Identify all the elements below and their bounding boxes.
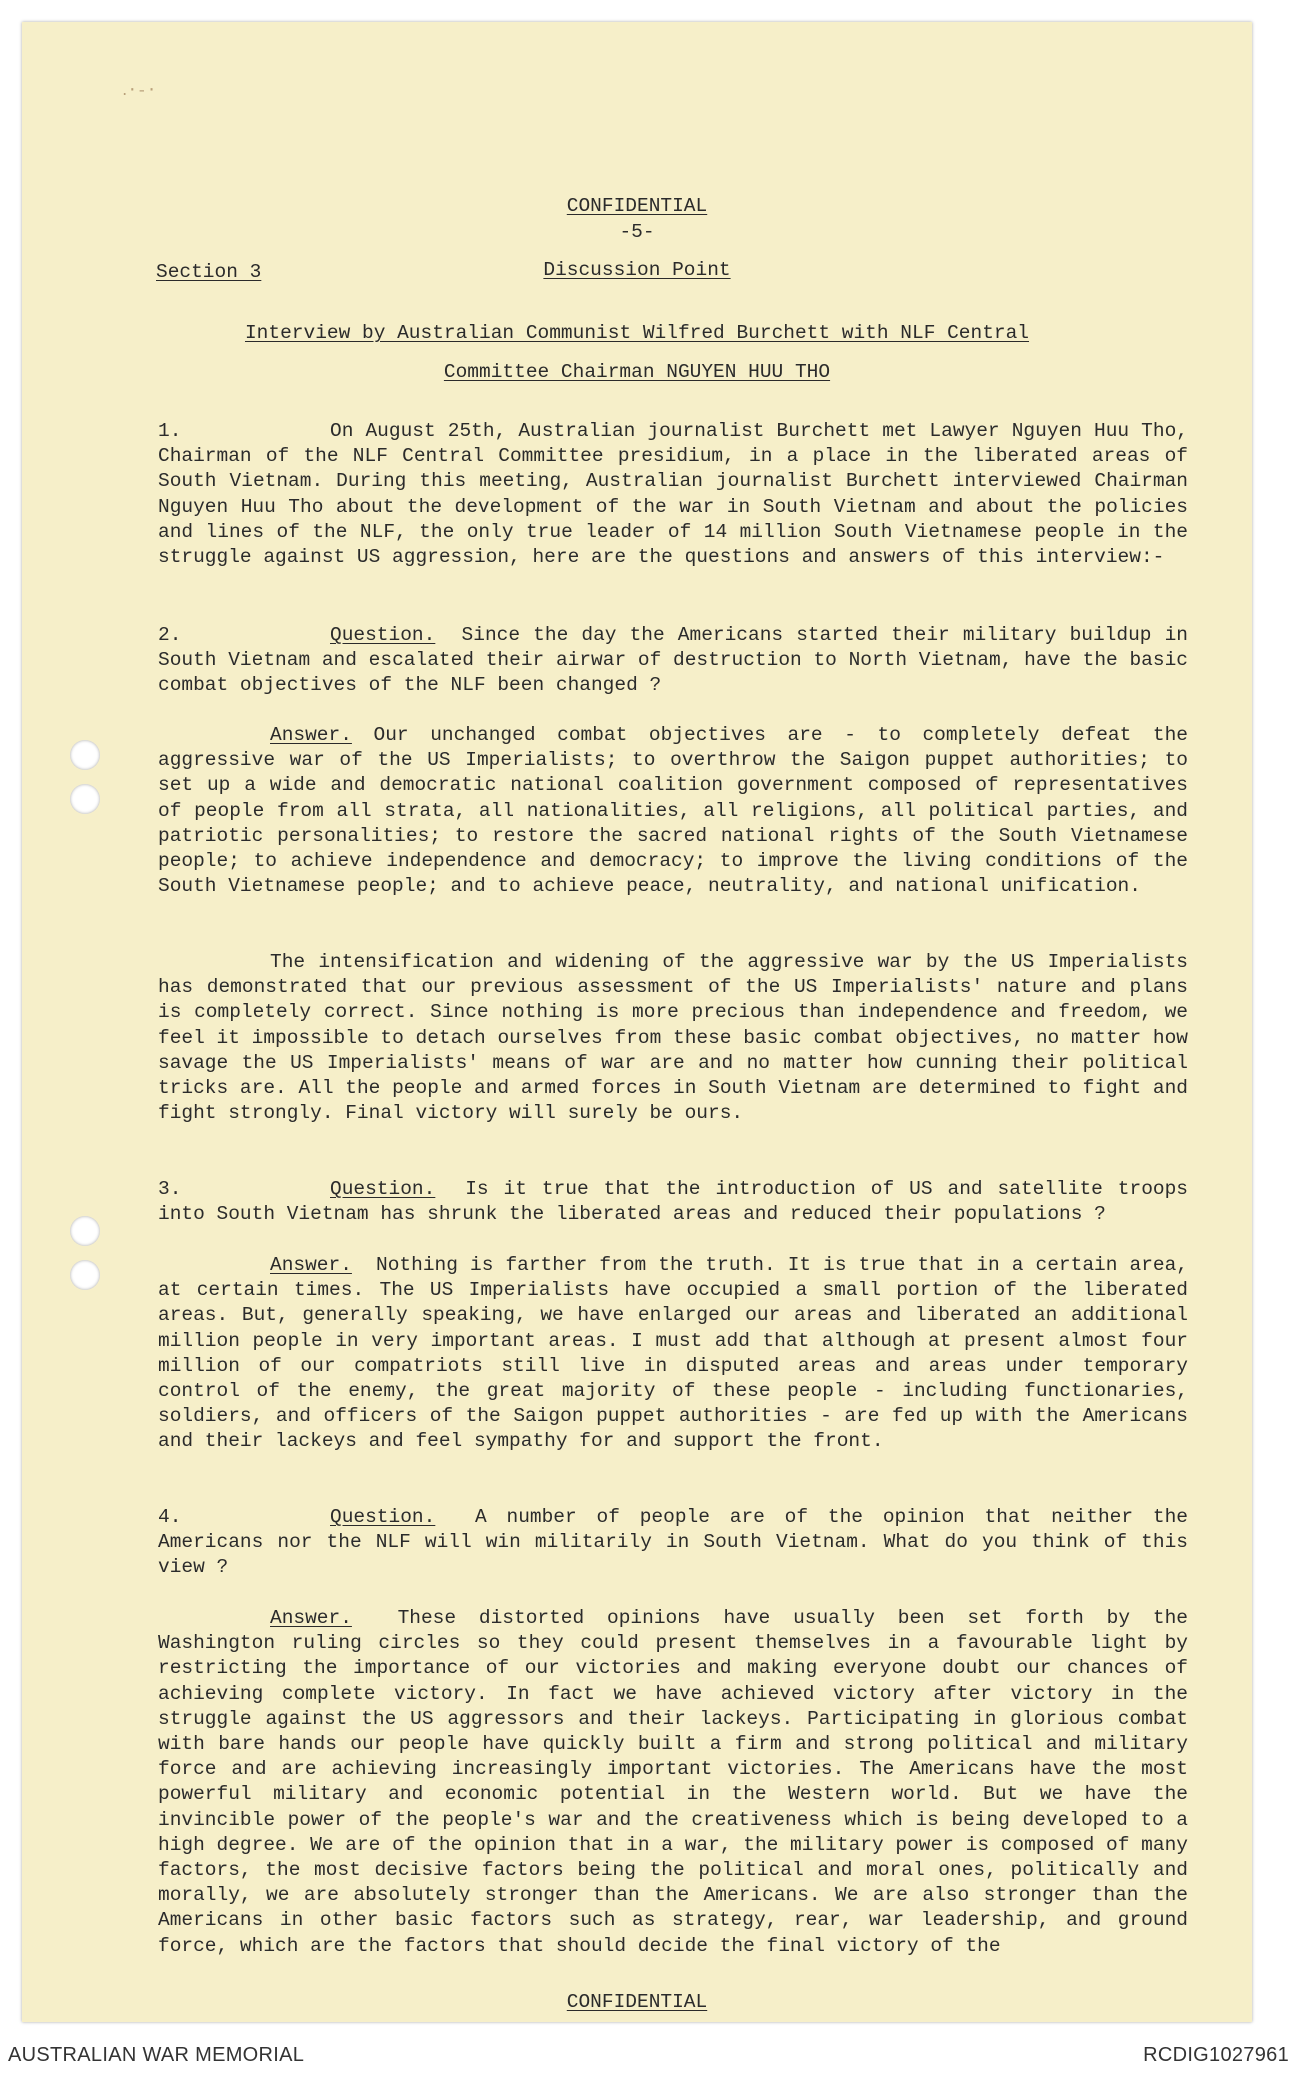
answer-2 [158, 723, 1188, 899]
paragraph-number: 1. [158, 420, 182, 442]
question-3 [158, 1177, 1188, 1227]
ink-mark: ․⋅-⋅ [122, 82, 157, 100]
question-label: Question. [330, 1178, 436, 1200]
answer-label: Answer. [270, 1254, 352, 1276]
classification-footer: CONFIDENTIAL [566, 1991, 708, 2013]
question-label: Question. [330, 1506, 436, 1528]
archive-label: AUSTRALIAN WAR MEMORIAL [8, 2044, 305, 2066]
paragraph-number: 4. [158, 1506, 182, 1528]
answer-label: Answer. [270, 1607, 352, 1629]
page-number: -5- [619, 221, 655, 243]
paragraph-text: On August 25th, Australian journalist Burchett met Lawyer Nguyen Huu Tho, Chairman of the NLF Central Committee presidium, in a place in the liberated areas of South Vietnam. During this meeting, Australian journalist Burchett interviewed Chairman Nguyen Huu Tho about the development of the war in South Vietnam and about the policies and lines of the NLF, the only true leader of 14 million South Vietnamese people in the struggle against US aggression, here are the questions and answers of this interview:- [158, 420, 1188, 569]
question-2 [158, 623, 1188, 699]
punch-hole [70, 1216, 100, 1246]
answer-label: Answer. [270, 724, 352, 746]
punch-hole [70, 784, 100, 814]
paragraph-number: 2. [158, 624, 182, 646]
classification-header: CONFIDENTIAL [566, 195, 708, 217]
document-page [22, 22, 1252, 2022]
archive-reference: RCDIG1027961 [1143, 2044, 1289, 2066]
punch-hole [70, 1260, 100, 1290]
paragraph-1 [158, 419, 1188, 570]
paragraph-number: 3. [158, 1178, 182, 1200]
answer-text: The intensification and widening of the aggressive war by the US Imperialists has demonstrated that our previous assessment of the US Imperialists' nature and plans is completely correct. Since nothing is more precious than independence and freedom, we feel it impossible to detach ourselves from these basic combat objectives, no matter how savage the US Imperialists' means of war are and no matter how cunning their political tricks are. All the people and armed forces in South Vietnam are determined to fight and fight strongly. Final victory will surely be ours. [158, 951, 1188, 1125]
answer-3 [158, 1253, 1188, 1455]
question-text: Since the day the Americans started their military buildup in South Vietnam and escalated their airwar of destruction to North Vietnam, have the basic combat objectives of the NLF been changed ? [158, 624, 1188, 697]
answer-2-continued [158, 950, 1188, 1126]
question-label: Question. [330, 624, 436, 646]
question-text: Is it true that the introduction of US and satellite troops into South Vietnam has shrunk the liberated areas and reduced their populations ? [158, 1178, 1189, 1226]
answer-text: Our unchanged combat objectives are - to completely defeat the aggressive war of the US Imperialists; to overthrow the Saigon puppet authorities; to set up a wide and democratic national coalition government composed of representatives of people from all strata, all nationalities, all religions, all political parties, and patriotic personalities; to restore the sacred national rights of the South Vietnamese people; to achieve independence and democracy; to improve the living conditions of the South Vietnamese people; and to achieve peace, neutrality, and national unification. [158, 724, 1188, 898]
question-text: A number of people are of the opinion that neither the Americans nor the NLF will win militarily in South Vietnam. What do you think of this view ? [158, 1506, 1189, 1579]
title-line-1: Interview by Australian Communist Wilfred Burchett with NLF Central [244, 322, 1030, 344]
answer-text: Nothing is farther from the truth. It is true that in a certain area, at certain times. The US Imperialists have occupied a small portion of the liberated areas. But, generally speaking, we have enlarged our areas and liberated an additional million people in very important areas. I must add that although at present almost four million of our compatriots still live in disputed areas and areas under temporary control of the enemy, the great majority of these people - including functionaries, soldiers, and officers of the Saigon puppet authorities - are fed up with the Americans and their lackeys and feel sympathy for and support the front. [158, 1254, 1188, 1453]
question-4 [158, 1505, 1188, 1581]
punch-hole [70, 740, 100, 770]
subject-heading: Discussion Point [543, 259, 731, 281]
answer-text: These distorted opinions have usually been set forth by the Washington ruling circles so they could present themselves in a favourable light by restricting the importance of our victories and making everyone doubt our chances of achieving complete victory. In fact we have achieved victory after victory in the struggle against the US aggressors and their lackeys. Participating in glorious combat with bare hands our people have quickly built a firm and strong political and military force and are achieving increasingly important victories. The Americans have the most powerful military and economic potential in the Western world. But we have the invincible power of the people's war and the creativeness which is being developed to a high degree. We are of the opinion that in a war, the military power is composed of many factors, the most decisive factors being the political and moral ones, politically and morally, we are absolutely stronger than the Americans. We are also stronger than the Americans in other basic factors such as strategy, rear, war leadership, and ground force, which are the factors that should decide the final victory of the [158, 1607, 1188, 1957]
answer-4 [158, 1606, 1188, 1959]
title-line-2: Committee Chairman NGUYEN HUU THO [443, 361, 831, 383]
section-label: Section 3 [156, 261, 262, 283]
